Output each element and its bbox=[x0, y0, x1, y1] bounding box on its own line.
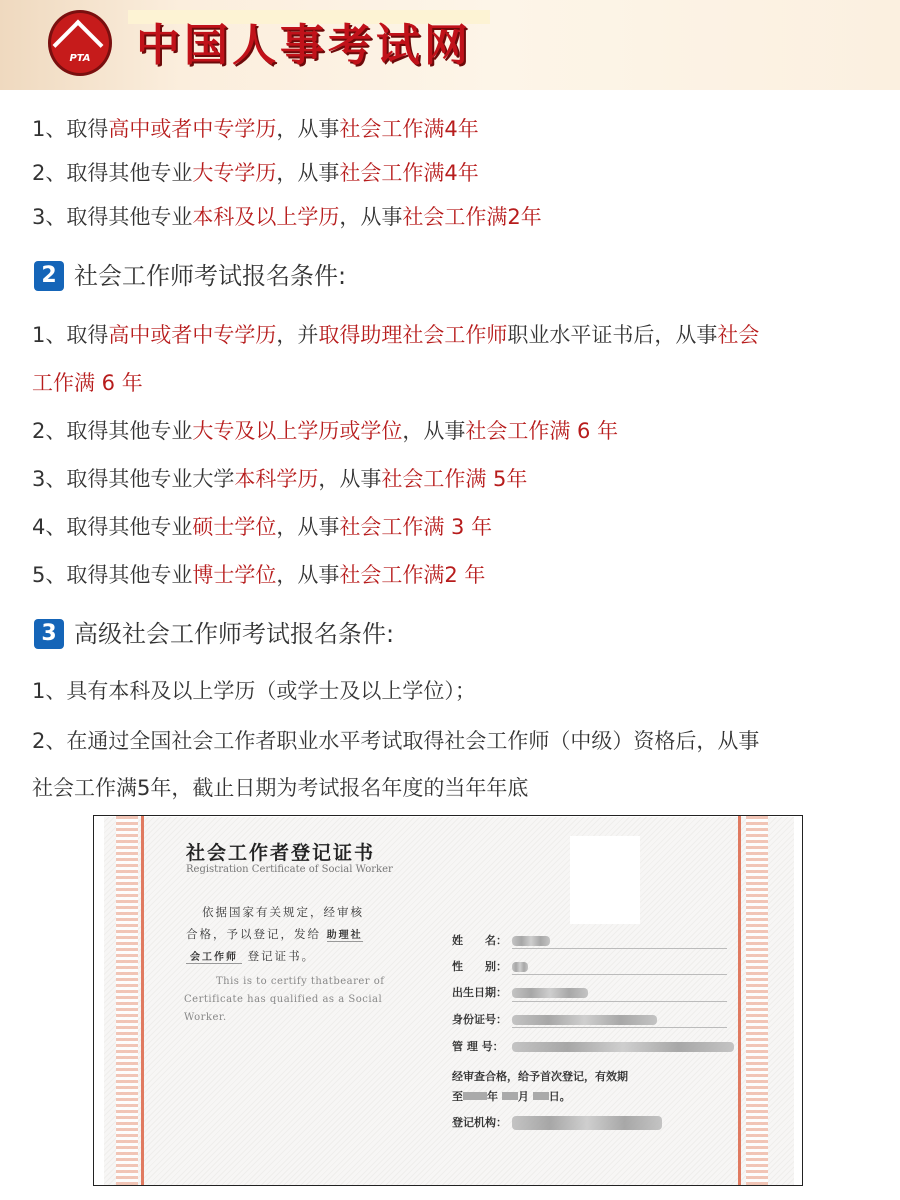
text-segment: 1、具有本科及以上学历（或学士及以上学位）； bbox=[32, 679, 476, 703]
text-segment: ，从事 bbox=[402, 419, 466, 443]
cert-en-text: Certificate has qualified as a Social bbox=[184, 994, 383, 1005]
section-title: 高级社会工作师考试报名条件: bbox=[74, 620, 395, 648]
text-segment: ，从事 bbox=[276, 515, 340, 539]
validity-text: 经审查合格，给予首次登记，有效期 bbox=[452, 1070, 628, 1083]
text-segment: ，从事 bbox=[276, 117, 340, 141]
requirement-line bbox=[32, 726, 759, 756]
cert-text: 依据国家有关规定，经审核 bbox=[202, 905, 364, 919]
requirement-line bbox=[32, 512, 492, 542]
requirement-line bbox=[32, 416, 618, 446]
highlighted-text: 大专及以上学历或学位 bbox=[192, 419, 403, 443]
requirement-line bbox=[32, 114, 479, 144]
field-label-management-number: 管 理 号： bbox=[452, 1040, 504, 1053]
highlighted-text: 取得助理社会工作师 bbox=[318, 323, 508, 347]
text-segment: 2、取得其他专业 bbox=[32, 419, 193, 443]
text-segment: 1、取得 bbox=[32, 323, 109, 347]
highlighted-text: 社会 bbox=[717, 323, 760, 347]
text-segment: ，从事 bbox=[339, 205, 403, 229]
section-number-badge: 2 bbox=[34, 261, 64, 291]
requirement-line bbox=[32, 676, 476, 706]
section-title: 社会工作师考试报名条件: bbox=[74, 262, 347, 290]
text-segment: 4、取得其他专业 bbox=[32, 515, 193, 539]
certificate-subtitle: Registration Certificate of Social Worker bbox=[186, 864, 393, 875]
section-3-heading bbox=[34, 618, 394, 650]
text-segment: 1、取得 bbox=[32, 117, 109, 141]
highlighted-text: 社会工作满2 年 bbox=[339, 563, 486, 587]
section-number-badge: 3 bbox=[34, 619, 64, 649]
requirement-line bbox=[32, 202, 542, 232]
highlighted-text: 社会工作满2年 bbox=[402, 205, 542, 229]
text-segment: 2、取得其他专业 bbox=[32, 161, 193, 185]
pta-logo: PTA bbox=[48, 10, 112, 76]
cert-text: 会工作师 登记证书。 bbox=[186, 948, 315, 964]
requirement-line bbox=[32, 158, 479, 188]
highlighted-text: 高中或者中专学历 bbox=[108, 323, 277, 347]
requirement-line bbox=[32, 368, 143, 398]
cert-en-text: This is to certify thatbearer of bbox=[216, 976, 385, 987]
text-segment: 2、在通过全国社会工作者职业水平考试取得社会工作师（中级）资格后，从事 bbox=[32, 729, 760, 753]
certificate-title: 社会工作者登记证书 bbox=[186, 842, 376, 864]
text-segment: 社会工作满5年，截止日期为考试报名年度的当年年底 bbox=[32, 776, 529, 800]
text-segment: ，并 bbox=[276, 323, 319, 347]
cert-en-text: Worker. bbox=[184, 1012, 227, 1023]
section-2-heading bbox=[34, 260, 346, 292]
requirement-line bbox=[32, 320, 759, 350]
field-label-birthdate: 出生日期： bbox=[452, 986, 507, 999]
text-segment: 3、取得其他专业大学 bbox=[32, 467, 235, 491]
requirement-line bbox=[32, 773, 528, 803]
field-label-name: 姓 名： bbox=[452, 934, 507, 947]
highlighted-text: 社会工作满 3 年 bbox=[339, 515, 493, 539]
text-segment: 职业水平证书后，从事 bbox=[507, 323, 718, 347]
cert-text: 合格，予以登记，发给 助理社 bbox=[186, 927, 363, 941]
highlighted-text: 社会工作满4年 bbox=[339, 117, 479, 141]
text-segment: 3、取得其他专业 bbox=[32, 205, 193, 229]
photo-placeholder bbox=[570, 836, 640, 924]
field-label-id-number: 身份证号： bbox=[452, 1013, 507, 1026]
field-label-gender: 性 别： bbox=[452, 960, 507, 973]
highlighted-text: 本科学历 bbox=[234, 467, 319, 491]
text-segment: ，从事 bbox=[276, 563, 340, 587]
text-segment: 5、取得其他专业 bbox=[32, 563, 193, 587]
validity-date: 至 年 月 日。 bbox=[452, 1090, 571, 1103]
highlighted-text: 工作满 6 年 bbox=[32, 371, 143, 395]
highlighted-text: 社会工作满4年 bbox=[339, 161, 479, 185]
field-label-registrar: 登记机构： bbox=[452, 1116, 507, 1129]
requirement-line bbox=[32, 464, 527, 494]
site-title: 中国人事考试网 bbox=[136, 20, 472, 71]
highlighted-text: 高中或者中专学历 bbox=[108, 117, 277, 141]
requirement-line bbox=[32, 560, 485, 590]
text-segment: ，从事 bbox=[318, 467, 382, 491]
highlighted-text: 硕士学位 bbox=[192, 515, 277, 539]
highlighted-text: 大专学历 bbox=[192, 161, 277, 185]
certificate-image bbox=[93, 815, 803, 1186]
text-segment: ，从事 bbox=[276, 161, 340, 185]
highlighted-text: 社会工作满 6 年 bbox=[465, 419, 619, 443]
highlighted-text: 博士学位 bbox=[192, 563, 277, 587]
highlighted-text: 社会工作满 5年 bbox=[381, 467, 528, 491]
highlighted-text: 本科及以上学历 bbox=[192, 205, 340, 229]
site-banner bbox=[0, 0, 900, 90]
